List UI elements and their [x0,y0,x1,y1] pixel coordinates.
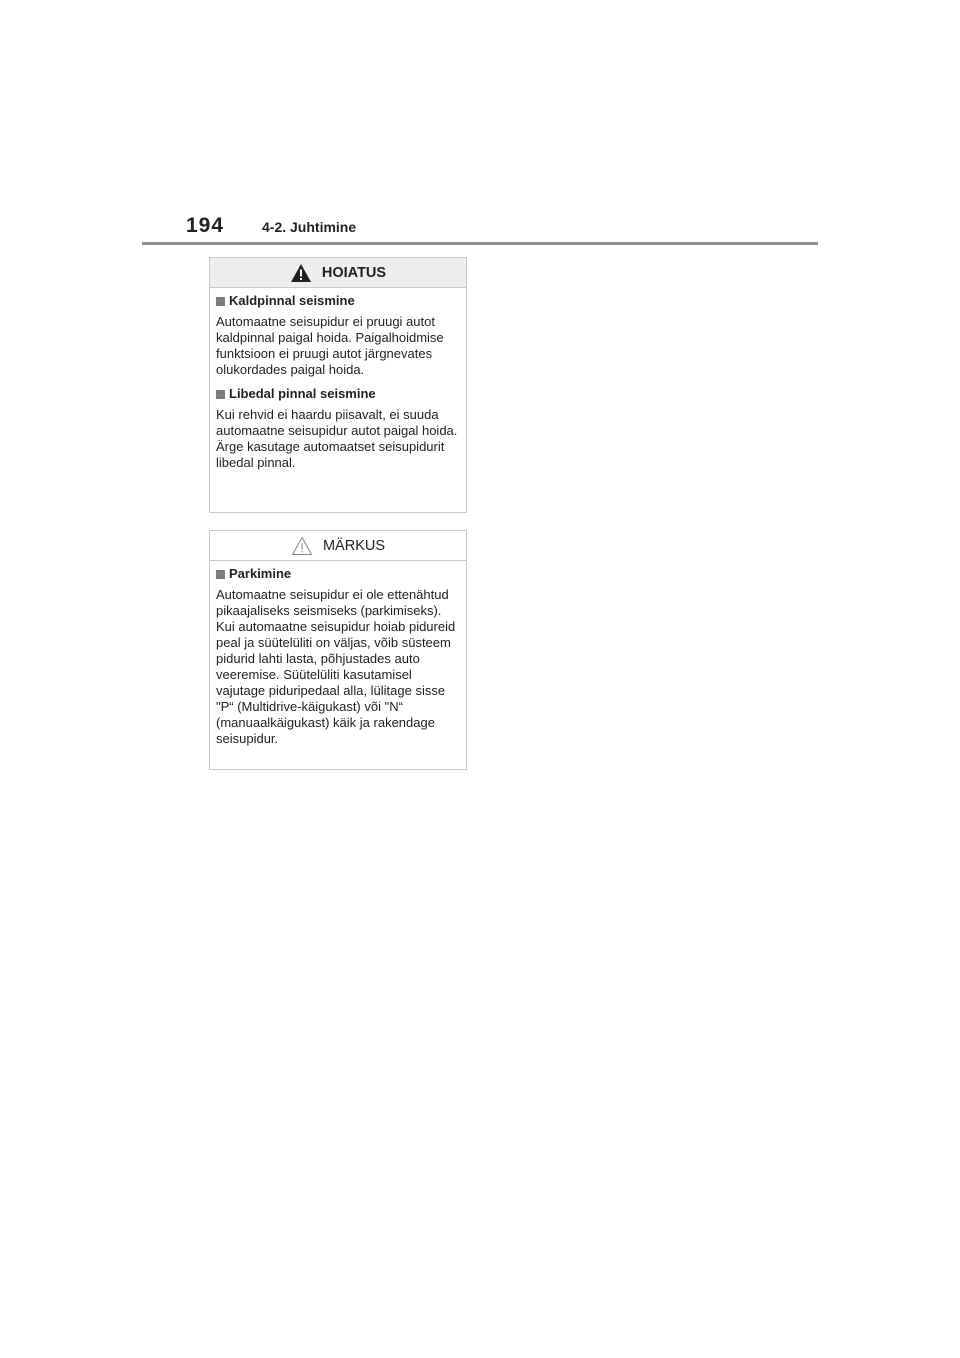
warning-box-header [210,258,466,288]
warning-section-heading [216,293,460,309]
notice-box-body [210,561,466,747]
header-rule [142,242,818,245]
notice-section-text: Automaatne seisupidur ei ole ettenähtud pikaajaliseks seismiseks (parkimiseks). Kui automaatne seisupidur hoiab pidureid peal ja süütelüliti on väljas, võib süsteem pidurid lahti lasta, põhjustades auto veeremise. Süütelüliti kasutamisel vajutage piduripedaal alla, lülitage sisse "P“ (Multidrive-käigukast) või "N“ (manuaalkäigukast) käik ja rakendage seisupidur. [216,587,456,746]
square-bullet-icon [216,390,225,399]
notice-section-heading-text: Parkimine [229,566,292,581]
notice-section-heading [216,566,460,582]
warning-section-heading-text: Libedal pinnal seismine [229,386,376,401]
page-number: 194 [186,214,225,237]
square-bullet-icon [216,570,225,579]
warning-section-heading [216,386,460,402]
square-bullet-icon [216,297,225,306]
warning-section-text: Kui rehvid ei haardu piisavalt, ei suuda automaatne seisupidur autot paigal hoida. Ärge kasutage automaatset seisupidurit libedal pinnal. [216,407,458,470]
notice-box-header [210,531,466,561]
warning-section-heading-text: Kaldpinnal seismine [229,293,355,308]
warning-triangle-icon [290,263,312,283]
warning-box-title: HOIATUS [321,264,387,281]
caution-triangle-outline-icon [291,536,313,556]
warning-box [209,257,467,513]
notice-box [209,530,467,770]
warning-box-body [210,288,466,471]
warning-section-text: Automaatne seisupidur ei pruugi autot kaldpinnal paigal hoida. Paigalhoidmise funktsioon ei pruugi autot järgnevates olukordades paigal hoida. [216,314,444,377]
notice-box-title: MÄRKUS [322,537,386,554]
section-title: 4-2. Juhtimine [262,219,357,235]
